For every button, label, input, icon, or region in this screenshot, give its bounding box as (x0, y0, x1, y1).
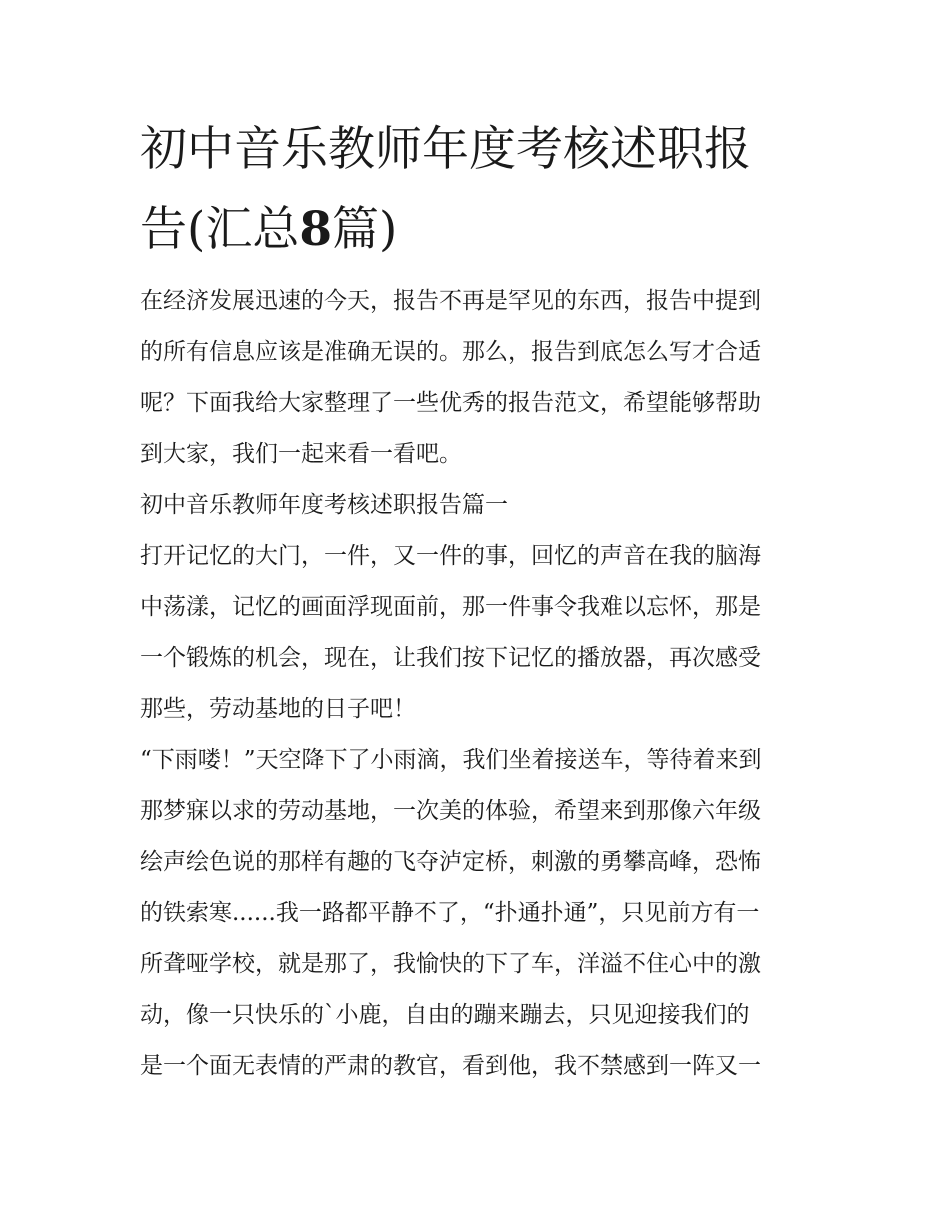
section-heading: 初中音乐教师年度考核述职报告篇一 (140, 492, 508, 518)
document-title (140, 110, 812, 270)
paragraph-line: 动，像一只快乐的`小鹿，自由的蹦来蹦去，只见迎接我们的 (140, 1002, 750, 1028)
title-number: 8 (299, 202, 333, 257)
paragraph-1 (140, 531, 812, 735)
intro-paragraph (140, 276, 812, 480)
paragraph-line: 所聋哑学校，就是那了，我愉快的下了车，洋溢不住心中的激 (140, 951, 761, 977)
title-line-2-prefix: 告(汇总 (140, 202, 300, 257)
section-heading-block (140, 480, 812, 531)
intro-line: 在经济发展迅速的今天，报告不再是罕见的东西，报告中提到 (140, 288, 761, 314)
title-line-1: 初中音乐教师年度考核述职报 (140, 122, 751, 177)
paragraph-line: 打开记忆的大门，一件，又一件的事，回忆的声音在我的脑海 (140, 543, 761, 569)
paragraph-line: “下雨喽！”天空降下了小雨滴，我们坐着接送车，等待着来到 (140, 747, 762, 773)
paragraph-line: 那梦寐以求的劳动基地，一次美的体验，希望来到那像六年级 (140, 798, 761, 824)
paragraph-line: 是一个面无表情的严肃的教官，看到他，我不禁感到一阵又一 (140, 1053, 761, 1079)
paragraph-line: 绘声绘色说的那样有趣的飞夺泸定桥，刺激的勇攀高峰，恐怖 (140, 849, 761, 875)
title-line-2 (140, 190, 812, 270)
intro-line: 的所有信息应该是准确无误的。那么，报告到底怎么写才合适 (140, 339, 761, 365)
document-content (140, 110, 812, 1092)
paragraph-2 (140, 735, 812, 1092)
paragraph-line: 的铁索寒......我一路都平静不了，“扑通扑通”，只见前方有一 (140, 900, 760, 926)
intro-line: 到大家，我们一起来看一看吧。 (140, 441, 462, 467)
paragraph-line: 那些，劳动基地的日子吧！ (140, 696, 416, 722)
paragraph-line: 中荡漾，记忆的画面浮现面前，那一件事令我难以忘怀，那是 (140, 594, 761, 620)
intro-line: 呢？下面我给大家整理了一些优秀的报告范文，希望能够帮助 (140, 390, 761, 416)
paragraph-line: 一个锻炼的机会，现在，让我们按下记忆的播放器，再次感受 (140, 645, 761, 671)
title-line-2-suffix: 篇) (332, 202, 398, 257)
